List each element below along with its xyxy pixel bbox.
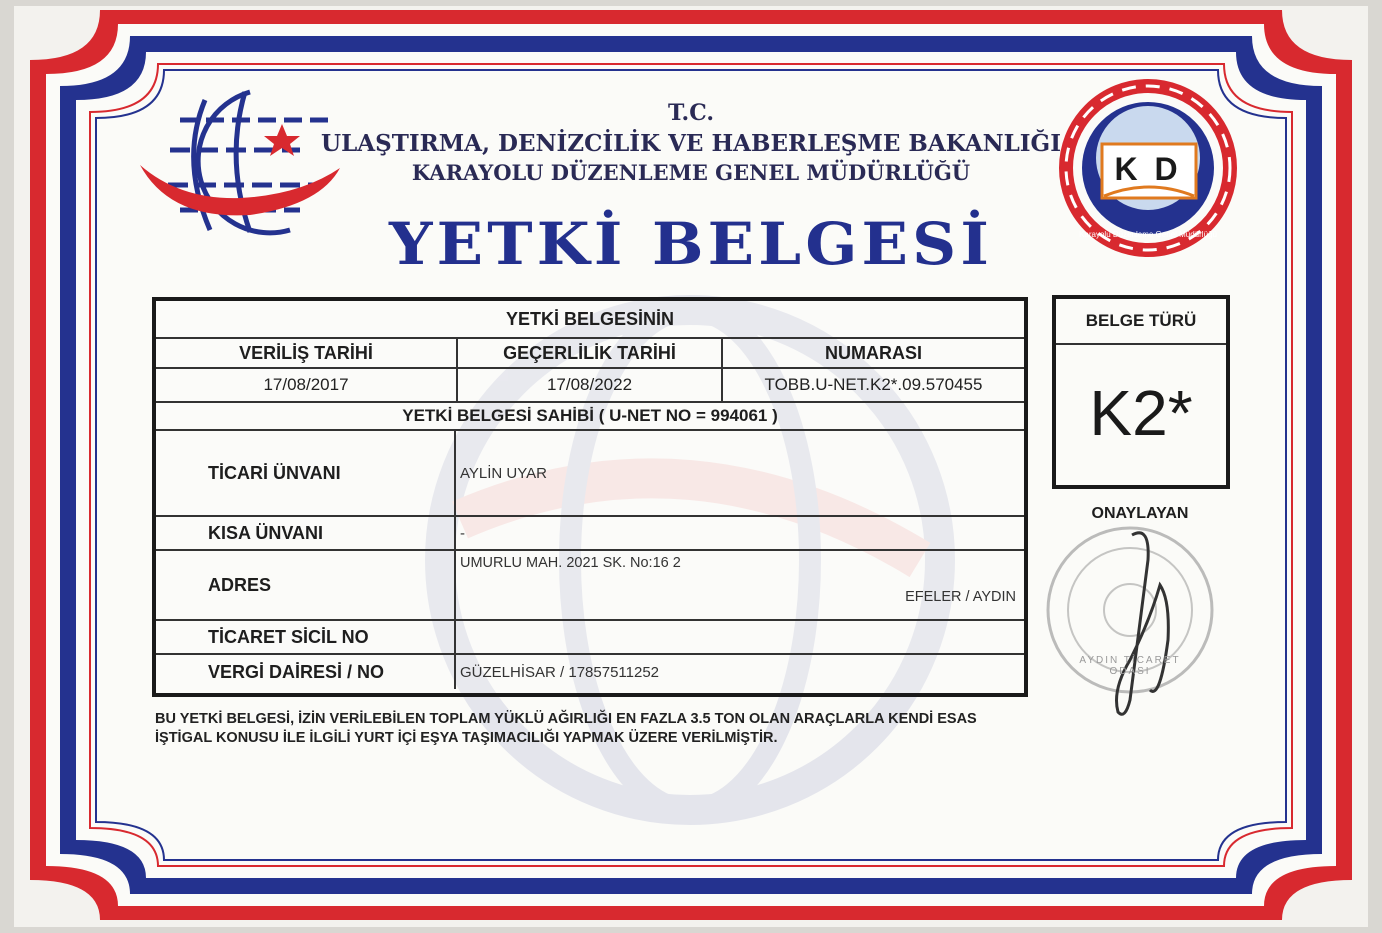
row-label: KISA ÜNVANI: [208, 522, 324, 543]
header-tc: T.C.: [668, 100, 714, 126]
table-row: [156, 431, 1024, 517]
row-value: AYLİN UYAR: [454, 431, 1024, 515]
row-label: TİCARİ ÜNVANI: [208, 462, 341, 483]
certificate-number: TOBB.U-NET.K2*.09.570455: [721, 369, 1024, 401]
doc-type-value: K2*: [1089, 377, 1193, 449]
address-cell: [454, 551, 1024, 619]
holder-header: YETKİ BELGESİ SAHİBİ ( U-NET NO = 994061 ): [402, 406, 778, 425]
table-row: [156, 655, 1024, 689]
authorization-table: [152, 297, 1028, 697]
footnote: BU YETKİ BELGESİ, İZİN VERİLEBİLEN TOPLAM YÜKLÜ AĞIRLIĞI EN FAZLA 3.5 TON OLAN ARAÇLARLA KENDİ ESAS İŞTİGAL KONUSU İLE İLGİLİ YURT İÇİ EŞYA TAŞIMACILIĞI YAPMAK ÜZERE VERİLMİŞTİR.: [155, 711, 977, 746]
col-issue-date: VERİLİŞ TARİHİ: [239, 342, 373, 363]
section-header-row: [156, 301, 1024, 339]
kd-logo-letters: K D: [1114, 151, 1182, 187]
col-validity-date: GEÇERLİLİK TARİHİ: [456, 339, 721, 367]
header-ministry: ULAŞTIRMA, DENİZCİLİK VE HABERLEŞME BAKANLIĞI: [321, 130, 1061, 157]
section-header: YETKİ BELGESİNİN: [505, 308, 675, 329]
validity-date: 17/08/2022: [456, 369, 721, 401]
row-label: TİCARET SİCİL NO: [208, 626, 369, 647]
kd-logo-ring-text: Karayolu Düzenleme Genel Müdürlüğü: [1079, 230, 1217, 239]
row-value: GÜZELHİSAR / 17857511252: [454, 655, 1024, 689]
row-label: VERGİ DAİRESİ / NO: [208, 661, 385, 682]
table-row: [156, 551, 1024, 621]
table-row: [156, 517, 1024, 551]
column-header-row: [156, 339, 1024, 369]
row-value: [454, 621, 1024, 653]
value-row: [156, 369, 1024, 403]
row-label: ADRES: [208, 574, 272, 595]
stamp-text: AYDIN TİCARET ODASI: [1079, 655, 1181, 677]
document-title: YETKİ BELGESİ: [388, 210, 994, 278]
table-row: [156, 621, 1024, 655]
issue-date: 17/08/2017: [263, 375, 349, 394]
col-number: NUMARASI: [721, 339, 1024, 367]
address-line1: UMURLU MAH. 2021 SK. No:16 2: [460, 555, 681, 571]
doc-type-label: BELGE TÜRÜ: [1056, 299, 1226, 345]
header-directorate: KARAYOLU DÜZENLEME GENEL MÜDÜRLÜĞÜ: [411, 160, 971, 185]
holder-header-row: [156, 403, 1024, 431]
row-value: -: [454, 517, 1024, 549]
doc-type-box: [1052, 295, 1230, 489]
approver-label: ONAYLAYAN: [1091, 505, 1189, 522]
address-line2: EFELER / AYDIN: [905, 589, 1016, 605]
